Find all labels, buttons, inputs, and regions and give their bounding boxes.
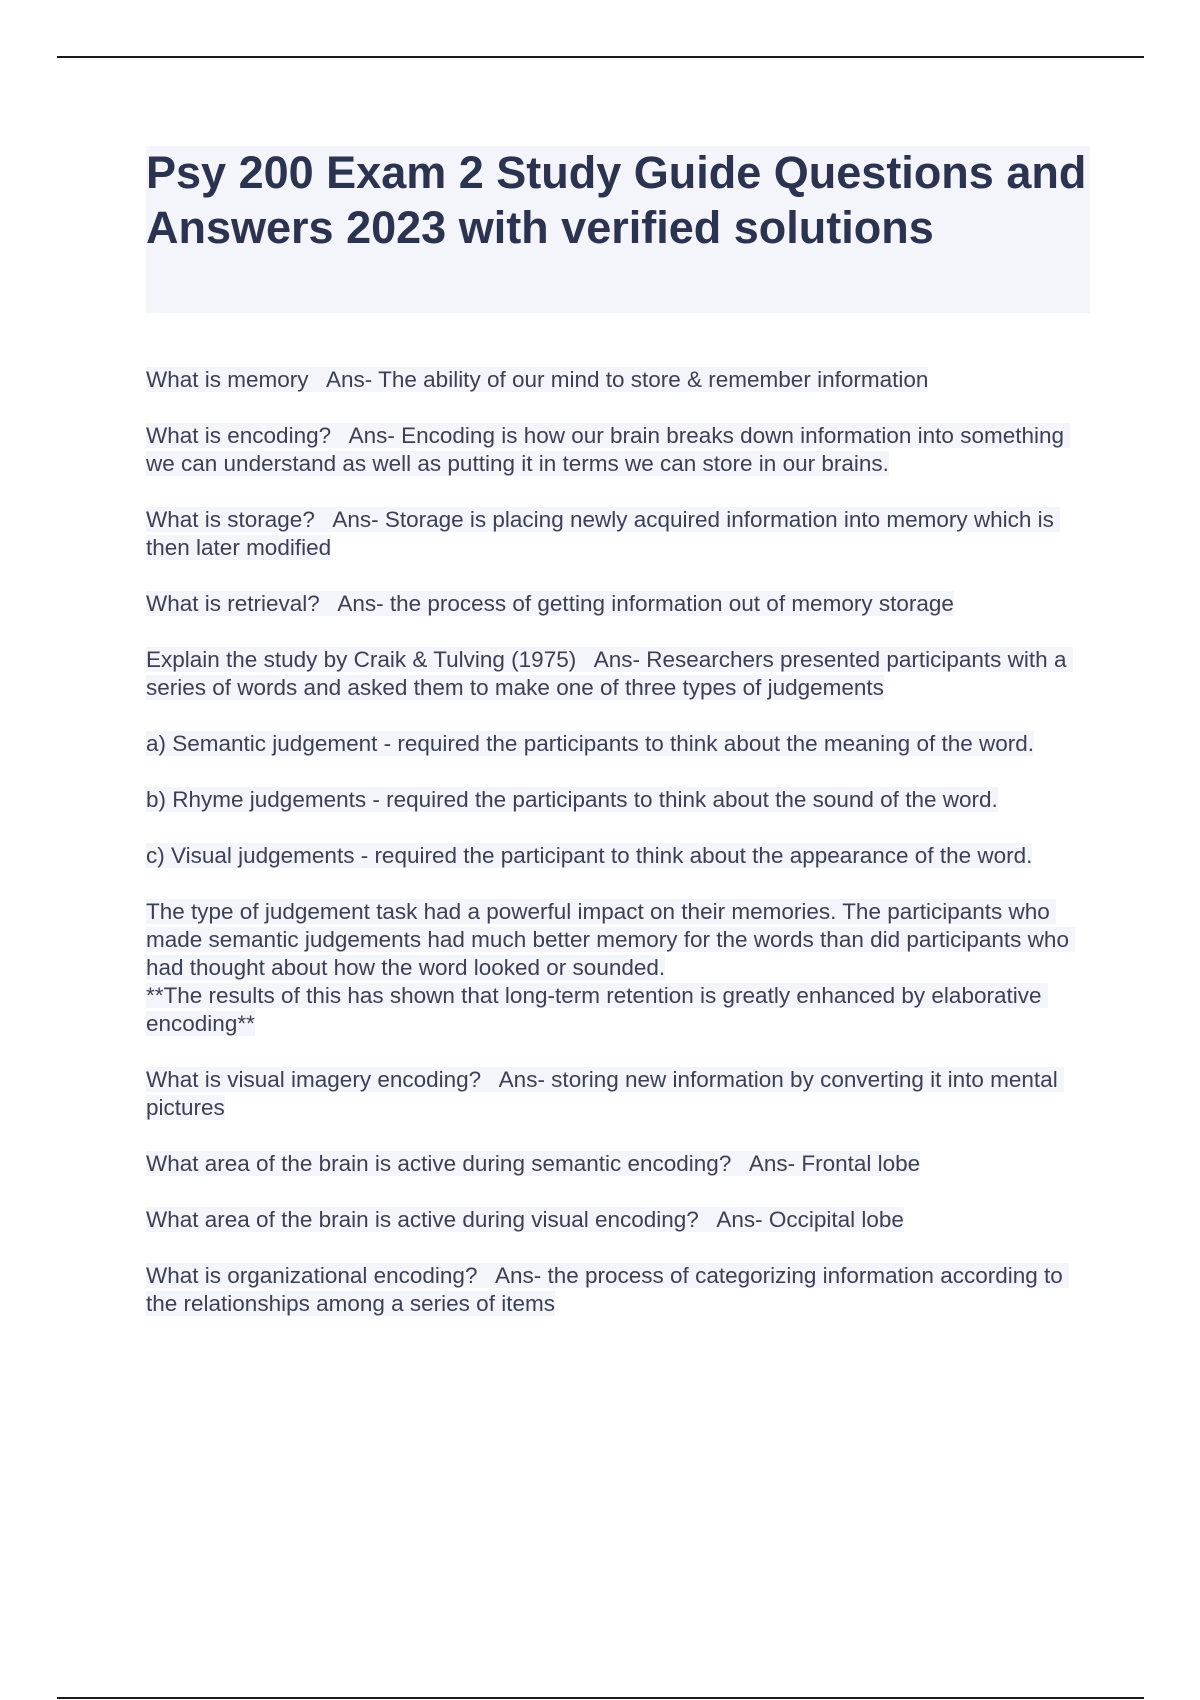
qa-paragraph (146, 1262, 1090, 1318)
qa-paragraph (146, 730, 1090, 758)
qa-text: What is organizational encoding? Ans- the process of categorizing information according to the relationships among a series of items (146, 1263, 1070, 1316)
qa-text: c) Visual judgements - required the participant to think about the appearance of the word. (146, 843, 1033, 868)
qa-text: What is visual imagery encoding? Ans- storing new information by converting it into mental pictures (146, 1067, 1064, 1120)
document-title: Psy 200 Exam 2 Study Guide Questions and Answers 2023 with verified solutions (146, 147, 1087, 253)
qa-paragraph (146, 842, 1090, 870)
qa-paragraph (146, 1150, 1090, 1178)
qa-text: What is encoding? Ans- Encoding is how our brain breaks down information into something we can understand as well as putting it in terms we can store in our brains. (146, 423, 1071, 476)
qa-paragraph (146, 1206, 1090, 1234)
qa-paragraph (146, 590, 1090, 618)
qa-paragraph (146, 506, 1090, 562)
qa-paragraph (146, 366, 1090, 394)
qa-paragraph (146, 646, 1090, 702)
qa-paragraph (146, 1066, 1090, 1122)
qa-text: What is retrieval? Ans- the process of getting information out of memory storage (146, 591, 954, 616)
top-rule (57, 56, 1144, 58)
qa-text: What is memory Ans- The ability of our mind to store & remember information (146, 367, 929, 392)
qa-paragraph (146, 422, 1090, 478)
qa-text: b) Rhyme judgements - required the participants to think about the sound of the word. (146, 787, 998, 812)
qa-text: What is storage? Ans- Storage is placing newly acquired information into memory which is then later modified (146, 507, 1061, 560)
qa-paragraph (146, 786, 1090, 814)
qa-text: What area of the brain is active during visual encoding? Ans- Occipital lobe (146, 1207, 904, 1232)
document-body (146, 366, 1090, 1346)
qa-paragraph (146, 898, 1090, 982)
qa-text: a) Semantic judgement - required the participants to think about the meaning of the word. (146, 731, 1035, 756)
qa-text: What area of the brain is active during semantic encoding? Ans- Frontal lobe (146, 1151, 921, 1176)
qa-text: **The results of this has shown that long-term retention is greatly enhanced by elaborative encoding** (146, 983, 1048, 1036)
qa-text: Explain the study by Craik & Tulving (1975) Ans- Researchers presented participants with a series of words and asked them to make one of three types of judgements (146, 647, 1073, 700)
qa-paragraph (146, 982, 1090, 1038)
bottom-rule (57, 1697, 1144, 1699)
qa-text: The type of judgement task had a powerful impact on their memories. The participants who made semantic judgements had much better memory for the words than did participants who had thought about how the word looked or sounded. (146, 899, 1076, 980)
